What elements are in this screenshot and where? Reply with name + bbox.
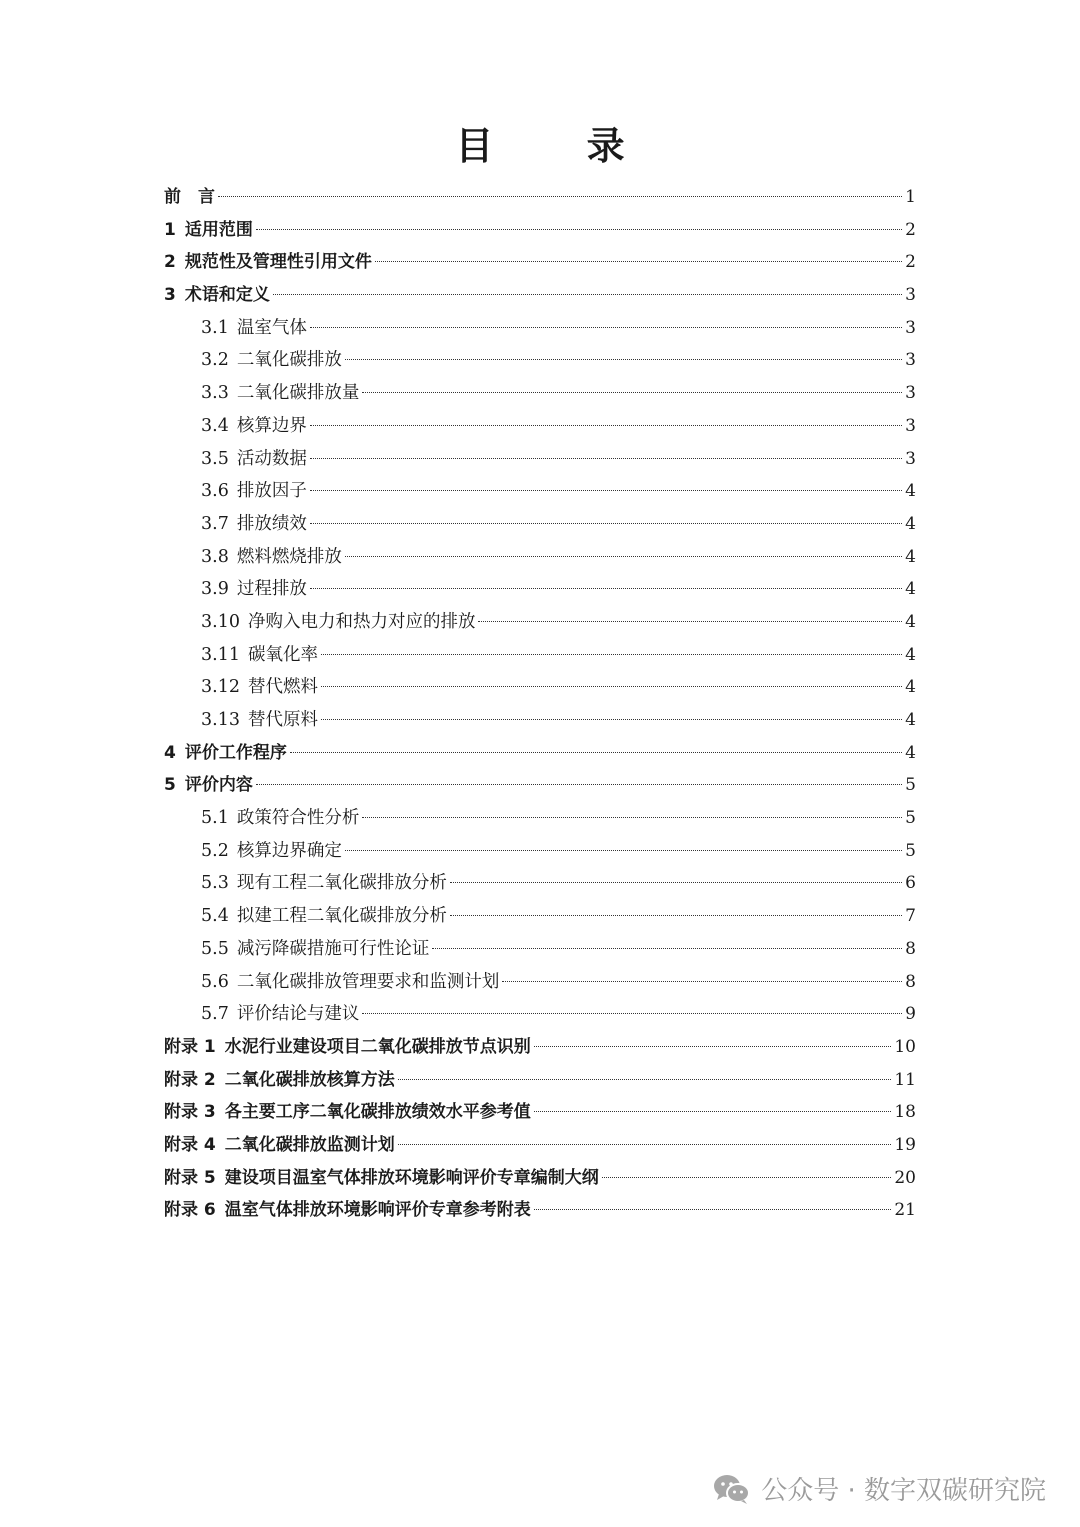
toc-entry-number: 5.4 [201,906,229,927]
toc-entry-page: 5 [905,808,916,829]
toc-entry-number: 3.1 [201,317,229,338]
toc-entry-page: 20 [894,1167,916,1188]
toc-entry[interactable] [164,671,916,704]
toc-dot-leader [310,490,902,491]
toc-entry-title: 二氧化碳排放监测计划 [224,1134,395,1155]
toc-entry[interactable] [164,606,916,639]
toc-entry-number: 3.7 [201,513,229,534]
toc-entry-number: 5.1 [201,808,229,829]
toc-entry-page: 2 [905,219,916,240]
toc-entry-title: 适用范围 [184,219,253,240]
toc-entry-title: 净购入电力和热力对应的排放 [247,611,476,632]
toc-entry-page: 19 [894,1134,916,1155]
toc-entry-page: 18 [894,1102,916,1123]
toc-entry[interactable] [164,181,916,214]
toc-dot-leader [310,523,902,524]
toc-entry-number: 1 [164,219,176,240]
toc-entry-number: 5.5 [201,938,229,959]
toc-entry-page: 10 [894,1036,916,1057]
toc-dot-leader [362,817,902,818]
toc-dot-leader [321,719,902,720]
toc-entry-number: 5.7 [201,1004,229,1025]
toc-entry[interactable] [164,867,916,900]
toc-entry[interactable] [164,1064,916,1097]
toc-entry-title: 现有工程二氧化碳排放分析 [236,873,447,894]
wechat-icon [713,1473,751,1505]
toc-entry-title: 排放绩效 [236,513,307,534]
toc-entry-number: 5.3 [201,873,229,894]
toc-entry-page: 4 [905,579,916,600]
toc-entry-number: 附录 2 [164,1069,216,1090]
toc-dot-leader [321,654,902,655]
toc-entry-title: 规范性及管理性引用文件 [184,252,372,273]
toc-entry-title: 政策符合性分析 [236,808,360,829]
toc-entry-title: 替代燃料 [247,677,318,698]
toc-entry-number: 附录 1 [164,1036,216,1057]
toc-entry-number: 3.12 [201,677,240,698]
toc-entry-number: 3.9 [201,579,229,600]
toc-entry-number: 附录 4 [164,1134,216,1155]
toc-entry[interactable] [164,737,916,770]
toc-entry[interactable] [164,1129,916,1162]
toc-entry-title: 替代原料 [247,710,318,730]
toc-entry-title: 二氧化碳排放 [236,350,342,371]
toc-dot-leader [310,458,902,459]
toc-dot-leader [602,1177,892,1178]
toc-dot-leader [362,1013,902,1014]
toc-entry-number: 附录 3 [164,1102,216,1123]
toc-entry-page: 5 [905,775,916,796]
toc-dot-leader [450,915,902,916]
toc-entry-page: 6 [905,873,916,894]
table-of-contents [164,181,916,1227]
toc-entry[interactable] [164,573,916,606]
toc-entry-number: 3.6 [201,481,229,502]
toc-dot-leader [310,588,902,589]
toc-dot-leader [398,1079,892,1080]
toc-entry[interactable] [164,966,916,999]
toc-entry-title: 二氧化碳排放量 [236,383,360,404]
toc-entry-title: 温室气体 [236,317,307,338]
toc-entry[interactable] [164,475,916,508]
toc-entry-page: 4 [905,611,916,632]
toc-dot-leader [345,556,902,557]
toc-dot-leader [502,981,902,982]
page-title: 目 录 [455,124,665,168]
toc-entry[interactable] [164,704,916,737]
toc-entry-title: 二氧化碳排放管理要求和监测计划 [236,971,500,992]
toc-entry-page: 3 [905,383,916,404]
toc-entry-page: 4 [905,677,916,698]
toc-dot-leader [362,392,902,393]
toc-entry[interactable] [164,508,916,541]
toc-entry-number: 3.11 [201,644,240,665]
watermark-text: 公众号 · 数字双碳研究院 [761,1476,1046,1506]
toc-dot-leader [534,1046,892,1047]
toc-entry-number: 3.10 [201,611,240,632]
toc-entry-title: 减污降碳措施可行性论证 [236,938,430,959]
toc-entry-number: 3 [164,285,176,306]
toc-entry-page: 7 [905,906,916,927]
toc-entry-page: 4 [905,742,916,763]
toc-dot-leader [345,850,902,851]
toc-entry[interactable] [164,541,916,574]
toc-entry[interactable] [164,835,916,868]
toc-dot-leader [256,229,902,230]
toc-entry[interactable] [164,344,916,377]
toc-entry-page: 1 [905,187,916,207]
toc-entry[interactable] [164,410,916,443]
toc-entry-number: 3.13 [201,710,240,730]
toc-dot-leader [345,359,902,360]
toc-entry-page: 11 [894,1069,916,1090]
toc-entry[interactable] [164,1031,916,1064]
toc-entry-title: 评价工作程序 [184,742,287,763]
toc-entry-title: 建设项目温室气体排放环境影响评价专章编制大纲 [224,1167,599,1188]
toc-entry-number: 3.4 [201,415,229,436]
toc-entry-number: 5 [164,775,176,796]
toc-entry-title: 前 言 [164,187,215,207]
toc-entry[interactable] [164,1194,916,1227]
toc-dot-leader [256,784,902,785]
toc-dot-leader [273,294,902,295]
toc-entry-number: 3.2 [201,350,229,371]
toc-entry-title: 核算边界 [236,415,307,436]
toc-entry-page: 3 [905,415,916,436]
toc-entry-title: 评价结论与建议 [236,1004,360,1025]
toc-entry-title: 评价内容 [184,775,253,796]
toc-entry[interactable] [164,1096,916,1129]
toc-entry-number: 附录 6 [164,1200,216,1221]
toc-entry[interactable] [164,312,916,345]
toc-dot-leader [478,621,902,622]
toc-entry[interactable] [164,279,916,312]
toc-entry-title: 温室气体排放环境影响评价专章参考附表 [224,1200,531,1221]
toc-dot-leader [218,196,902,197]
toc-entry-number: 2 [164,252,176,273]
toc-entry-title: 过程排放 [236,579,307,600]
toc-entry-title: 水泥行业建设项目二氧化碳排放节点识别 [224,1036,531,1057]
toc-entry-page: 9 [905,1004,916,1025]
toc-entry-page: 3 [905,317,916,338]
toc-entry-number: 3.5 [201,448,229,469]
toc-entry-title: 各主要工序二氧化碳排放绩效水平参考值 [224,1102,531,1123]
toc-entry[interactable] [164,998,916,1031]
toc-entry-page: 3 [905,350,916,371]
toc-dot-leader [321,686,902,687]
toc-entry-number: 5.2 [201,840,229,861]
toc-dot-leader [290,752,902,753]
toc-dot-leader [310,327,902,328]
toc-entry-page: 3 [905,285,916,306]
toc-dot-leader [534,1209,892,1210]
toc-entry[interactable] [164,377,916,410]
toc-dot-leader [450,882,902,883]
toc-entry-title: 排放因子 [236,481,307,502]
toc-entry-page: 8 [905,938,916,959]
watermark [713,1470,1046,1507]
toc-entry-page: 4 [905,546,916,567]
toc-entry[interactable] [164,802,916,835]
toc-entry[interactable] [164,769,916,802]
toc-entry-number: 3.8 [201,546,229,567]
toc-entry-title: 拟建工程二氧化碳排放分析 [236,906,447,927]
toc-entry-page: 4 [905,513,916,534]
toc-entry-page: 3 [905,448,916,469]
toc-entry[interactable] [164,443,916,476]
toc-entry-page: 2 [905,252,916,273]
toc-entry-number: 附录 5 [164,1167,216,1188]
toc-entry-title: 二氧化碳排放核算方法 [224,1069,395,1090]
toc-entry[interactable] [164,933,916,966]
toc-entry-number: 5.6 [201,971,229,992]
toc-entry[interactable] [164,639,916,672]
toc-entry-number: 3.3 [201,383,229,404]
toc-entry-title: 碳氧化率 [247,644,318,665]
toc-entry-page: 4 [905,644,916,665]
toc-entry[interactable] [164,1162,916,1195]
toc-dot-leader [375,261,902,262]
toc-entry[interactable] [164,246,916,279]
toc-entry-page: 8 [905,971,916,992]
toc-entry-page: 4 [905,710,916,730]
toc-dot-leader [534,1111,892,1112]
toc-entry-page: 5 [905,840,916,861]
toc-entry-number: 4 [164,742,176,763]
toc-entry[interactable] [164,214,916,247]
toc-entry-title: 燃料燃烧排放 [236,546,342,567]
toc-dot-leader [432,948,902,949]
toc-dot-leader [398,1144,892,1145]
toc-dot-leader [310,425,902,426]
toc-entry-page: 21 [894,1200,916,1221]
toc-entry-title: 术语和定义 [184,285,270,306]
toc-entry[interactable] [164,900,916,933]
toc-entry-page: 4 [905,481,916,502]
toc-entry-title: 核算边界确定 [236,840,342,861]
toc-entry-title: 活动数据 [236,448,307,469]
